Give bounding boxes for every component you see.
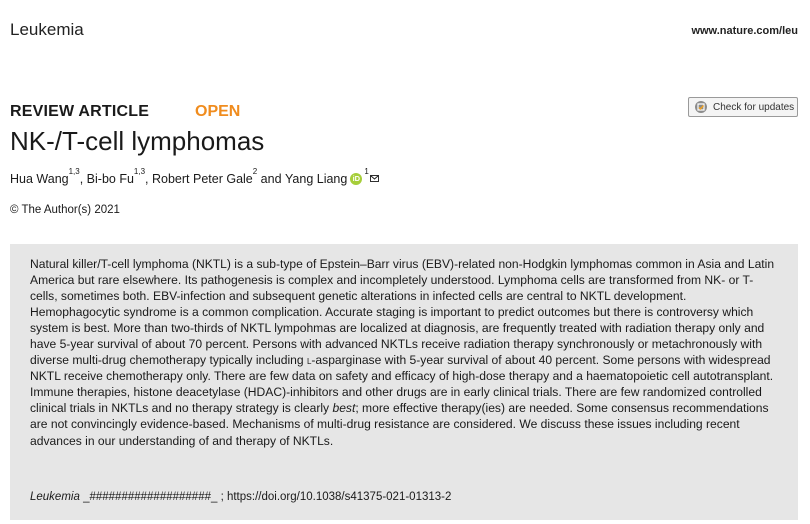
author-name[interactable]: Bi-bo Fu: [86, 172, 134, 186]
abstract-text: Natural killer/T-cell lymphoma (NKTL) is a sub-type of Epstein–Barr virus (EBV)-related non-Hodgkin lymphomas common in Asia and Latin America but rare elsewhere. Its pathogenesis is complex and incompletely understood. Lymphoma cells are transformed from NK- or T-cells, sometimes both. EBV-infection and subsequent genetic alterations in infected cells are central to NKTL development. Hemophagocytic syndrome is a common complication. Accurate staging is important to predict outcomes but there is controversy which system is best. More than two-thirds of NKTL lympohmas are localized at diagnosis, are frequently treated with radiation therapy only and have 5-year survival of about 70 percent. Persons with advanced NKTLs receive radiation therapy synchronously or metachronously with diverse multi-drug chemotherapy typically including l-asparginase with 5-year survival of about 40 percent. Some persons with widespread NKTL receive chemotherapy only. There are few data on safety and efficacy of high-dose therapy and a haematopoietic cell autotransplant. Immune therapies, histone deacetylase (HDAC)-inhibitors and other drugs are in early clinical trials. There are few randomized controlled clinical trials in NKTLs and no therapy strategy is clearly best; more effective therapy(ies) are needed. Some consensus recommendations are not convincingly evidence-based. Mechanisms of multi-drug resistance are considered. We discuss these issues including recent advances in our understanding of and therapy of NKTLs.: [30, 257, 775, 448]
author-separator: ,: [79, 172, 87, 186]
check-for-updates-label: Check for updates: [713, 101, 795, 113]
author-list: Hua Wang 1,3 , Bi-bo Fu 1,3 , Robert Peter Gale 2 and Yang Liang iD 1: [10, 172, 379, 186]
journal-url[interactable]: www.nature.com/leu: [691, 25, 798, 37]
citation-line: [30, 491, 451, 503]
orcid-icon[interactable]: iD: [350, 173, 362, 185]
article-type: REVIEW ARTICLE: [10, 103, 150, 120]
author-name[interactable]: Yang Liang: [285, 172, 348, 186]
abstract-box: [10, 244, 798, 520]
citation-journal: Leukemia: [30, 491, 80, 503]
author-name[interactable]: Hua Wang: [10, 172, 69, 186]
author-separator: and: [257, 172, 286, 186]
journal-name: Leukemia: [10, 20, 84, 39]
check-updates-icon: [694, 100, 708, 114]
email-icon[interactable]: [370, 171, 379, 178]
doi-link[interactable]: https://doi.org/10.1038/s41375-021-01313-2: [226, 491, 452, 503]
author-name[interactable]: Robert Peter Gale: [152, 172, 253, 186]
citation-placeholder: _###################_ ;: [79, 491, 227, 503]
copyright-notice: © The Author(s) 2021: [10, 204, 120, 216]
article-title: NK-/T-cell lymphomas: [10, 126, 265, 156]
open-access-label: OPEN: [195, 103, 241, 120]
author-separator: ,: [145, 172, 152, 186]
check-for-updates-button[interactable]: [688, 97, 798, 117]
